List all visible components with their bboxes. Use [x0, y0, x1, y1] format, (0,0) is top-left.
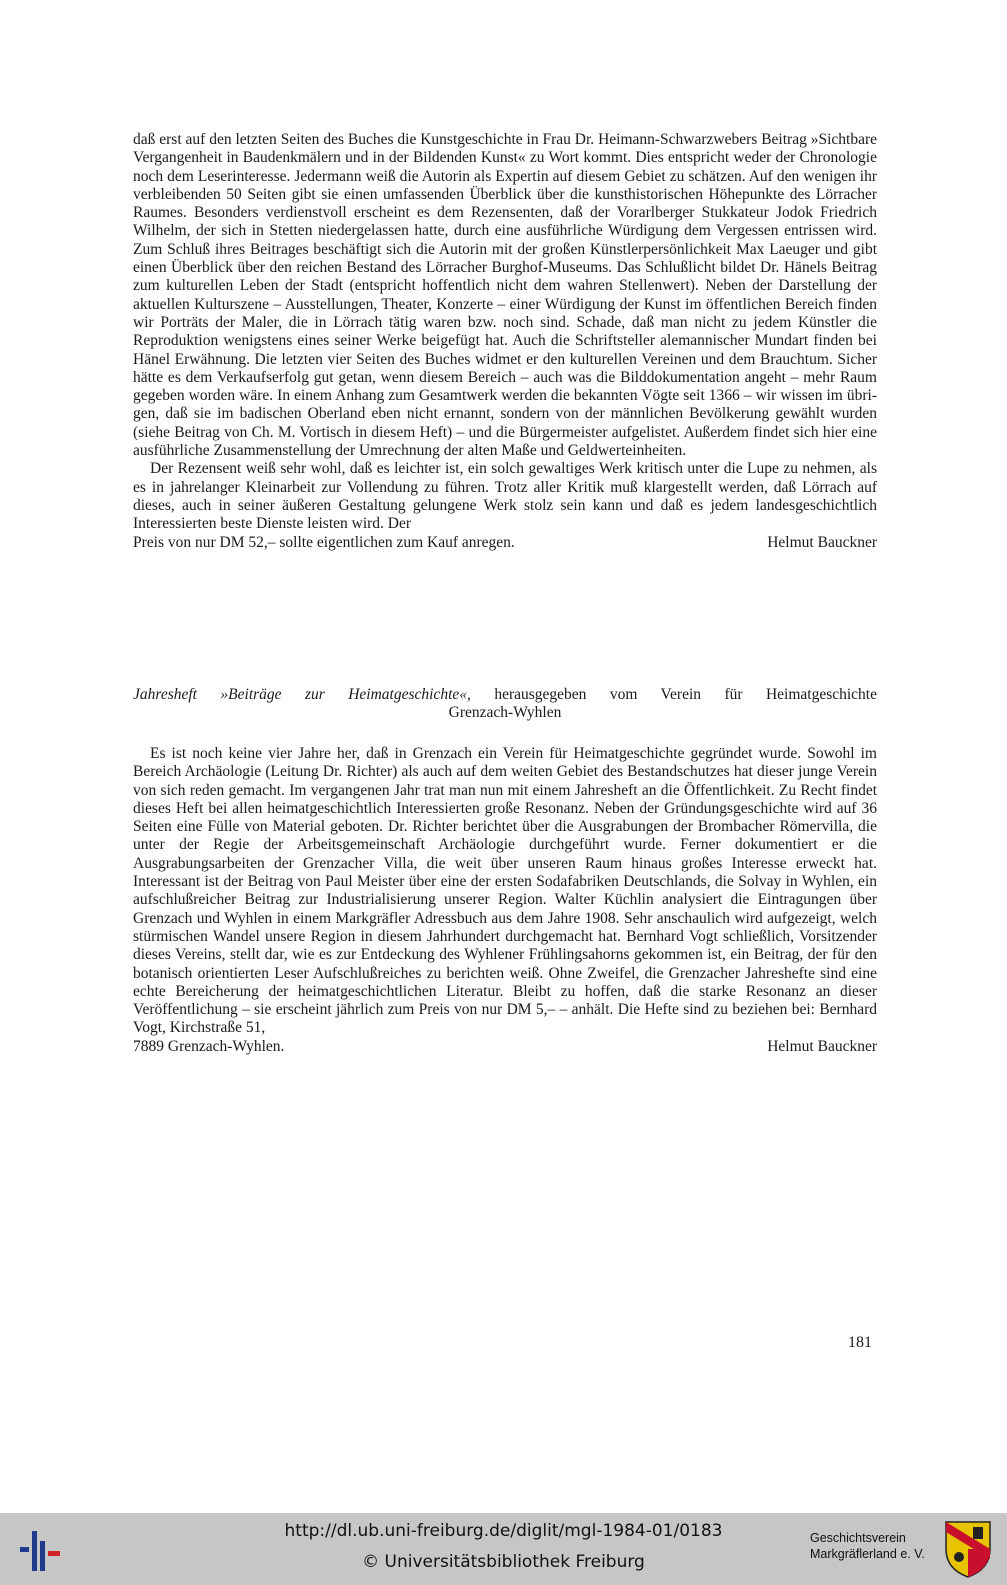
review-text-1 — [133, 131, 877, 552]
footer-url-link[interactable]: http://dl.ub.uni-freiburg.de/diglit/mgl-1984-01/0183 — [284, 1521, 723, 1541]
footer-bar — [0, 1513, 1007, 1585]
footer-copyright: © Universitätsbibliothek Freiburg — [362, 1552, 645, 1572]
review-text-2 — [133, 745, 877, 1056]
page-number: 181 — [848, 1334, 872, 1351]
coat-of-arms-icon[interactable] — [943, 1519, 993, 1579]
review-2-heading-line-1 — [133, 686, 877, 704]
review-1-last-line: Preis von nur DM 52,– sollte eigentlichen zum Kauf anregen. — [133, 533, 515, 551]
society-line-1: Geschichtsverein — [810, 1531, 906, 1545]
review-2-heading-line-2: Grenzach-Wyhlen — [448, 704, 562, 722]
society-line-2: Markgräflerland e. V. — [810, 1547, 925, 1561]
review-2-closing-line — [133, 1038, 877, 1056]
review-1-closing-line — [133, 534, 877, 552]
review-2-heading-title: Jahresheft »Beiträge zur Heimatgeschichte«, — [133, 686, 471, 703]
review-2-last-line: 7889 Grenzach-Wyhlen. — [133, 1037, 285, 1055]
footer-society-name — [810, 1530, 938, 1562]
review-1-signature: Helmut Bauckner — [767, 533, 877, 551]
review-2-heading — [133, 686, 877, 723]
review-2-paragraph: Es ist noch keine vier Jahre her, daß in Grenzach ein Verein für Heimatgeschichte gegründet wurde. Sowohl im Bereich Archäologie (Leitung Dr. Richter) als auch auf dem weiten Gebiet des Bestandschutzes hat dieser junge Verein von sich reden gemacht. Im vergangenen Jahr trat man nun mit einem Jahresheft an die Öffentlichkeit. Zu Recht findet dieses Heft bei allen heimatgeschichtlich Interessierten große Resonanz. Neben der Gründungsgeschichte wird auf 36 Seiten eine Fülle von Material geboten. Dr. Richter berichtet über die Ausgrabungen der Brombacher Römervilla, die unter der Regie der Arbeitsgemeinschaft Archäologie durchgeführt wurde. Ferner dokumentiert er die Ausgrabungsarbeiten der Grenzacher Villa, die weit über unseren Raum hinaus großes Interesse erweckt hat. Interessant ist der Beitrag von Paul Meister über eine der ersten Sodafabriken Deutschlands, die Solvay in Wyhlen, ein aufschlußreicher Beitrag zur Industrialisierung unserer Region. Walter Küchlin analysiert die Eintragungen über Grenzach und Wyhlen in einem Markgräfler Adressbuch aus dem Jahre 1908. Sehr anschaulich wird aufgezeigt, welch stürmischen Wandel unsere Region in diesem Jahrhundert durchgemacht hat. Bernhard Vogt schließlich, Vorsitzender dieses Vereins, stellt dar, wie es zur Entdeckung des Wyhlener Frühlingsahorns gekommen ist, ein Beitrag, der für den botanisch orientierten Leser Aufschlußreiches zu berichten weiß. Ohne Zweifel, die Grenzacher Jahreshefte sind eine echte Bereicherung der heimatgeschichtlichen Literatur. Bleibt zu hoffen, daß die starke Resonanz an dieser Veröffentlichung – sie erscheint jährlich zum Preis von nur DM 5,– – anhält. Die Hefte sind zu beziehen bei: Bernhard Vogt, Kirchstraße 51, — [133, 745, 877, 1037]
review-1-paragraph-2: Der Rezensent weiß sehr wohl, daß es leichter ist, ein solch gewaltiges Werk kritisch unter die Lupe zu nehmen, als es in jahrelanger Kleinarbeit zur Vollendung zu führen. Trotz aller Kritik muß klargestellt werden, daß Lörrach auf dieses, auch in seiner äußeren Gestaltung gelungene Werk stolz sein kann und daß es jedem landesgeschichtlich Interessierten beste Dienste leisten wird. Der — [133, 460, 877, 533]
review-2-heading-publisher: herausgegeben vom Verein für Heimatgeschichte — [470, 686, 877, 703]
review-2-signature: Helmut Bauckner — [767, 1037, 877, 1055]
review-1-paragraph-1: daß erst auf den letzten Seiten des Buches die Kunstgeschichte in Frau Dr. Heimann-Schwarzwebers Beitrag »Sichtbare Vergangenheit in Baudenkmälern und in der Bildenden Kunst« zu Wort kommt. Dies entspricht weder der Chronologie noch dem Leserinteresse. Jedermann weiß die Autorin als Expertin auf diesem Gebiet zu schätzen. Auf den wenigen ihr verbleibenden 50 Seiten gibt sie einen umfassenden Überblick über die kunsthistorischen Höhepunkte des Lörracher Raumes. Besonders verdienstvoll erscheint es dem Rezensenten, daß der Vorarlberger Stukkateur Jodok Friedrich Wilhelm, der sich in Stetten niedergelassen hatte, durch eine ausführliche Würdigung dem Vergessen entrissen wird. Zum Schluß ihres Beitrages beschäftigt sich die Autorin mit der großen Künstlerpersönlichkeit Max Laeuger und gibt einen Überblick über den reichen Bestand des Lörracher Burghof-Museums. Das Schlußlicht bildet Dr. Hänels Beitrag zum kulturellen Leben der Stadt (entspricht hoffentlich nicht dem wahren Stellenwert). Neben der Darstellung der aktuellen Kulturszene – Ausstellungen, Theater, Konzerte – einer Würdigung der Kunst im öffentlichen Bereich finden wir Porträts der Maler, die in Lörrach tätig waren bzw. noch sind. Schade, daß man nicht zu jedem Künstler die Reproduktion wenigstens eines seiner Werke beigefügt hat. Auch die Schriftsteller alemannischer Mundart finden bei Hänel Erwähnung. Die letzten vier Seiten des Buches widmet er den kulturellen Vereinen und dem Brauchtum. Sicher hätte es dem Verkaufserfolg gut getan, wenn diesem Bereich – auch was die Bilddokumentation angeht – mehr Raum gegeben worden wäre. In einem Anhang zum Gesamtwerk werden die bekannten Vögte seit 1366 – wir wissen im übrigen, daß sie im badischen Oberland eben nicht ernannt, sondern von der männlichen Bevölkerung gewählt wurden (siehe Beitrag von Ch. M. Vortisch in diesem Heft) – und die Bürgermeister aufgelistet. Außerdem findet sich hier eine ausführliche Zusammenstellung der Umrechnung der alten Maße und Geldwerteinheiten. — [133, 131, 877, 460]
